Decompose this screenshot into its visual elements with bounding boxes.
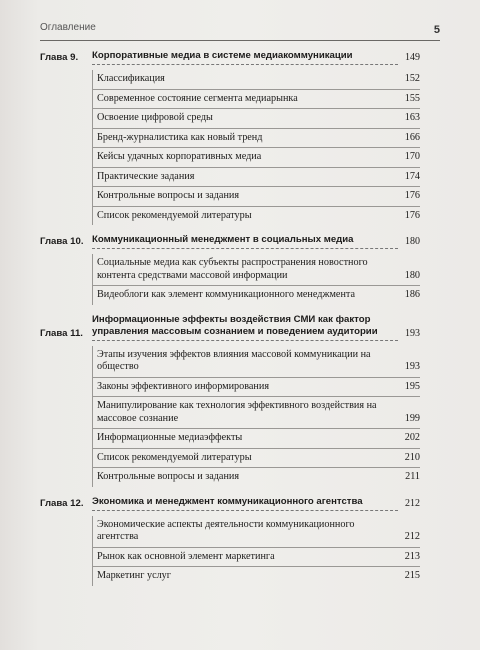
chapter-page-number: 212: [405, 497, 420, 509]
section-entry[interactable]: [93, 449, 420, 469]
section-title: Информационные медиаэффекты: [97, 432, 243, 443]
chapter-entry: [40, 314, 420, 487]
section-title: Контрольные вопросы и задания: [97, 471, 240, 482]
section-title: Манипулирование как технология эффективного воздействия на массовое сознание: [97, 400, 377, 424]
section-page-number: 163: [404, 112, 420, 123]
section-entry[interactable]: [93, 429, 420, 449]
section-title: Кейсы удачных корпоративных медиа: [97, 151, 262, 162]
section-page-number: 193: [404, 361, 420, 372]
section-page-number: 170: [404, 151, 420, 162]
chapter-page-number: 180: [405, 236, 420, 247]
section-page-number: 166: [404, 131, 420, 143]
section-page-number: 180: [404, 269, 420, 281]
section-page-number: 186: [404, 289, 420, 300]
section-entry[interactable]: [93, 187, 420, 207]
chapter-page-number: 149: [405, 52, 420, 63]
section-entry[interactable]: [93, 548, 420, 568]
page-number: 5: [433, 24, 440, 36]
section-title: Рынок как основной элемент маркетинга: [97, 550, 275, 562]
section-page-number: 174: [404, 170, 420, 182]
chapter-leader-line: [92, 510, 398, 511]
section-title: Современное состояние сегмента медиарынка: [97, 92, 298, 104]
section-title: Законы эффективного информирования: [97, 380, 270, 392]
chapter-title: Корпоративные медиа в системе медиакоммуникации: [92, 50, 353, 61]
section-page-number: 199: [404, 412, 420, 424]
section-page-number: 176: [404, 209, 420, 221]
chapter-number: Глава 10.: [40, 236, 84, 247]
section-page-number: 210: [404, 451, 420, 463]
section-page-number: 195: [404, 380, 420, 392]
section-page-number: 152: [404, 73, 420, 84]
section-page-number: 155: [404, 92, 420, 104]
section-title: Социальные медиа как субъекты распространения новостного контента средствами массовой информации: [97, 257, 368, 281]
chapter-heading[interactable]: [40, 496, 420, 510]
section-title: Список рекомендуемой литературы: [97, 451, 252, 463]
chapter-leader-line: [92, 64, 398, 65]
section-title: Маркетинг услуг: [97, 570, 171, 581]
section-entry[interactable]: [93, 516, 420, 548]
section-page-number: 212: [404, 531, 420, 542]
chapter-number: Глава 11.: [40, 327, 83, 339]
section-page-number: 176: [404, 190, 420, 201]
section-entry[interactable]: [93, 70, 420, 90]
section-title: Бренд-журналистика как новый тренд: [97, 131, 263, 143]
section-title: Экономические аспекты деятельности коммуникационного агентства: [97, 518, 355, 542]
table-of-contents: [40, 50, 420, 595]
chapter-title: Экономика и менеджмент коммуникационного агентства: [92, 495, 363, 507]
section-entry[interactable]: [93, 168, 420, 188]
section-entry[interactable]: [93, 129, 420, 149]
section-entry[interactable]: [93, 207, 420, 226]
section-entry[interactable]: [93, 90, 420, 110]
section-list: [92, 70, 420, 225]
section-page-number: 215: [404, 570, 420, 581]
section-list: [92, 254, 420, 305]
section-entry[interactable]: [93, 397, 420, 429]
section-title: Контрольные вопросы и задания: [97, 190, 240, 201]
section-entry[interactable]: [93, 148, 420, 168]
chapter-leader-line: [92, 248, 398, 249]
chapter-entry: [40, 234, 420, 305]
section-entry[interactable]: [93, 254, 420, 286]
section-entry[interactable]: [93, 378, 420, 398]
chapter-number: Глава 9.: [40, 52, 79, 63]
chapter-page-number: 193: [405, 327, 420, 339]
section-entry[interactable]: [93, 567, 420, 586]
section-page-number: 202: [404, 432, 420, 443]
chapter-heading[interactable]: [40, 234, 420, 248]
chapter-heading[interactable]: [40, 314, 420, 340]
section-page-number: 213: [404, 550, 420, 562]
chapter-entry: [40, 50, 420, 225]
section-entry[interactable]: [93, 346, 420, 378]
chapter-number: Глава 12.: [40, 497, 84, 509]
chapter-leader-line: [92, 340, 398, 341]
running-header: [40, 22, 440, 41]
section-title: Список рекомендуемой литературы: [97, 209, 252, 221]
chapter-title: Информационные эффекты воздействия СМИ как фактор управления массовым сознанием и поведением аудитории: [92, 313, 378, 337]
section-page-number: 211: [405, 471, 420, 482]
section-title: Этапы изучения эффектов влияния массовой коммуникации на общество: [97, 348, 371, 372]
chapter-heading[interactable]: [40, 50, 420, 64]
section-entry[interactable]: [93, 286, 420, 305]
section-title: Классификация: [97, 73, 165, 84]
section-entry[interactable]: [93, 109, 420, 129]
chapter-title: Коммуникационный менеджмент в социальных медиа: [92, 234, 354, 245]
section-entry[interactable]: [93, 468, 420, 487]
section-list: [92, 516, 420, 586]
section-title: Видеоблоги как элемент коммуникационного менеджмента: [97, 289, 356, 300]
chapter-entry: [40, 496, 420, 586]
section-title: Практические задания: [97, 170, 195, 182]
section-title: Освоение цифровой среды: [97, 112, 213, 123]
header-title: Оглавление: [40, 22, 96, 33]
section-list: [92, 346, 420, 487]
